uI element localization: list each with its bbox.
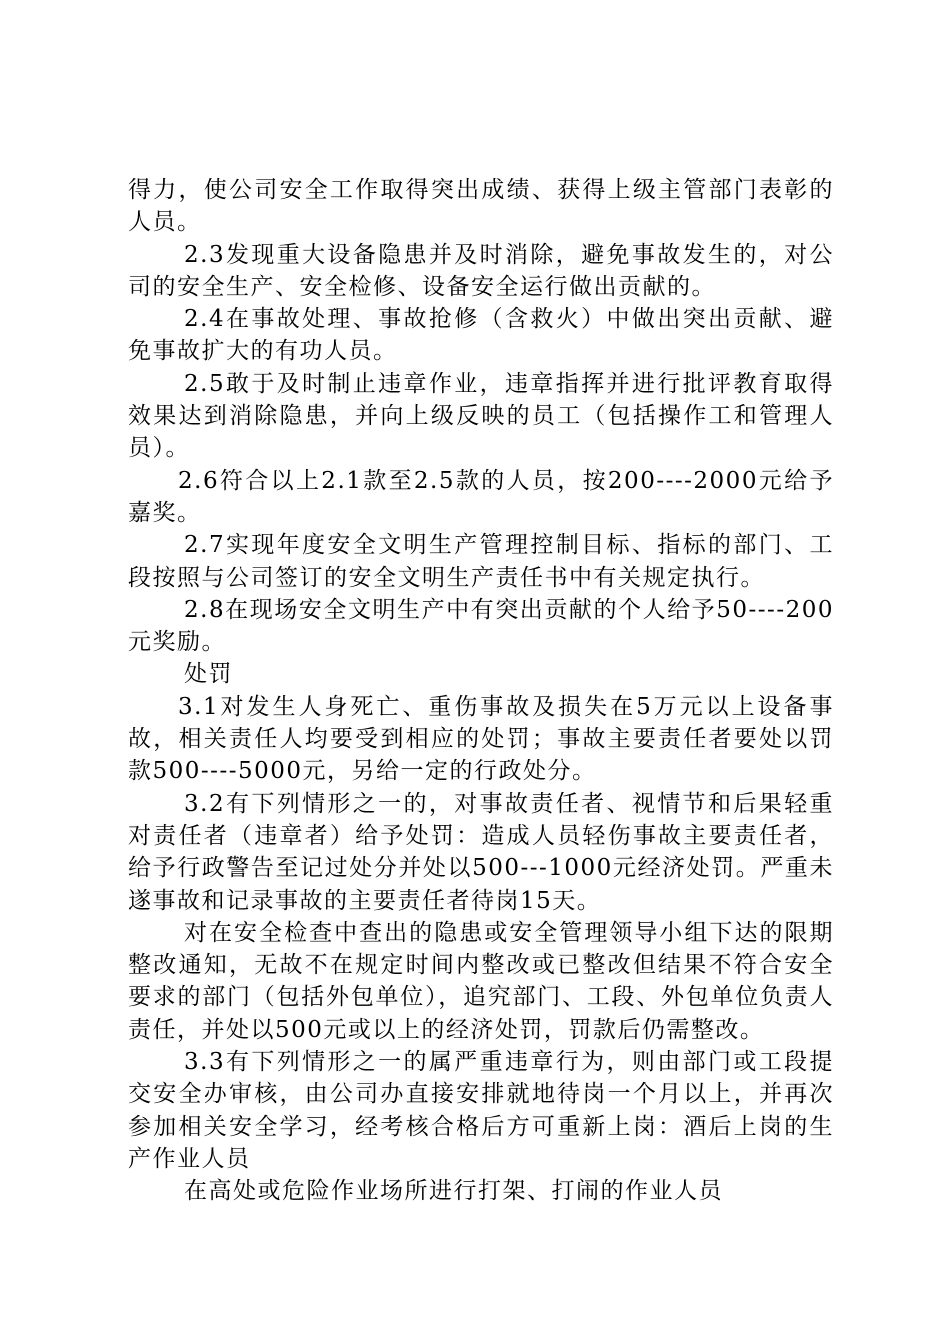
paragraph-continuation: 得力，使公司安全工作取得突出成绩、获得上级主管部门表彰的人员。 — [128, 177, 834, 236]
paragraph-3-3: 3.3有下列情形之一的属严重违章行为，则由部门或工段提交安全办审核，由公司办直接安排就地待岗一个月以上，并再次参加相关安全学习，经考核合格后方可重新上岗：酒后上岗的生产作业人员 — [128, 1049, 834, 1172]
paragraph-2-8: 2.8在现场安全文明生产中有突出贡献的个人给予50----200元奖励。 — [128, 596, 834, 656]
paragraph-2-5: 2.5敢于及时制止违章作业，违章指挥并进行批评教育取得效果达到消除隐患，并向上级反映的员工（包括操作工和管理人员）。 — [128, 370, 834, 462]
paragraph-2-4: 2.4在事故处理、事故抢修（含救火）中做出突出贡献、避免事故扩大的有功人员。 — [128, 306, 834, 365]
paragraph-rectification: 对在安全检查中查出的隐患或安全管理领导小组下达的限期整改通知，无故不在规定时间内整改或已整改但结果不符合安全要求的部门（包括外包单位），追究部门、工段、外包单位负责人责任，并处以500元或以上的经济处罚，罚款后仍需整改。 — [128, 919, 834, 1043]
paragraph-2-7: 2.7实现年度安全文明生产管理控制目标、指标的部门、工段按照与公司签订的安全文明生产责任书中有关规定执行。 — [128, 532, 834, 591]
document-body — [128, 174, 834, 1208]
paragraph-fighting: 在高处或危险作业场所进行打架、打闹的作业人员 — [184, 1178, 723, 1205]
paragraph-3-2: 3.2有下列情形之一的，对事故责任者、视情节和后果轻重对责任者（违章者）给予处罚：造成人员轻伤事故主要责任者，给予行政警告至记过处分并处以500---1000元经济处罚。严重未遂事故和记录事故的主要责任者待岗15天。 — [128, 790, 834, 914]
paragraph-3-1: 3.1对发生人身死亡、重伤事故及损失在5万元以上设备事故，相关责任人均要受到相应的处罚；事故主要责任者要处以罚款500----5000元，另给一定的行政处分。 — [128, 693, 834, 785]
paragraph-2-6: 2.6符合以上2.1款至2.5款的人员，按200----2000元给予嘉奖。 — [128, 467, 834, 526]
section-heading-penalty: 处罚 — [184, 661, 233, 688]
paragraph-2-3: 2.3发现重大设备隐患并及时消除，避免事故发生的，对公司的安全生产、安全检修、设备安全运行做出贡献的。 — [128, 241, 834, 300]
